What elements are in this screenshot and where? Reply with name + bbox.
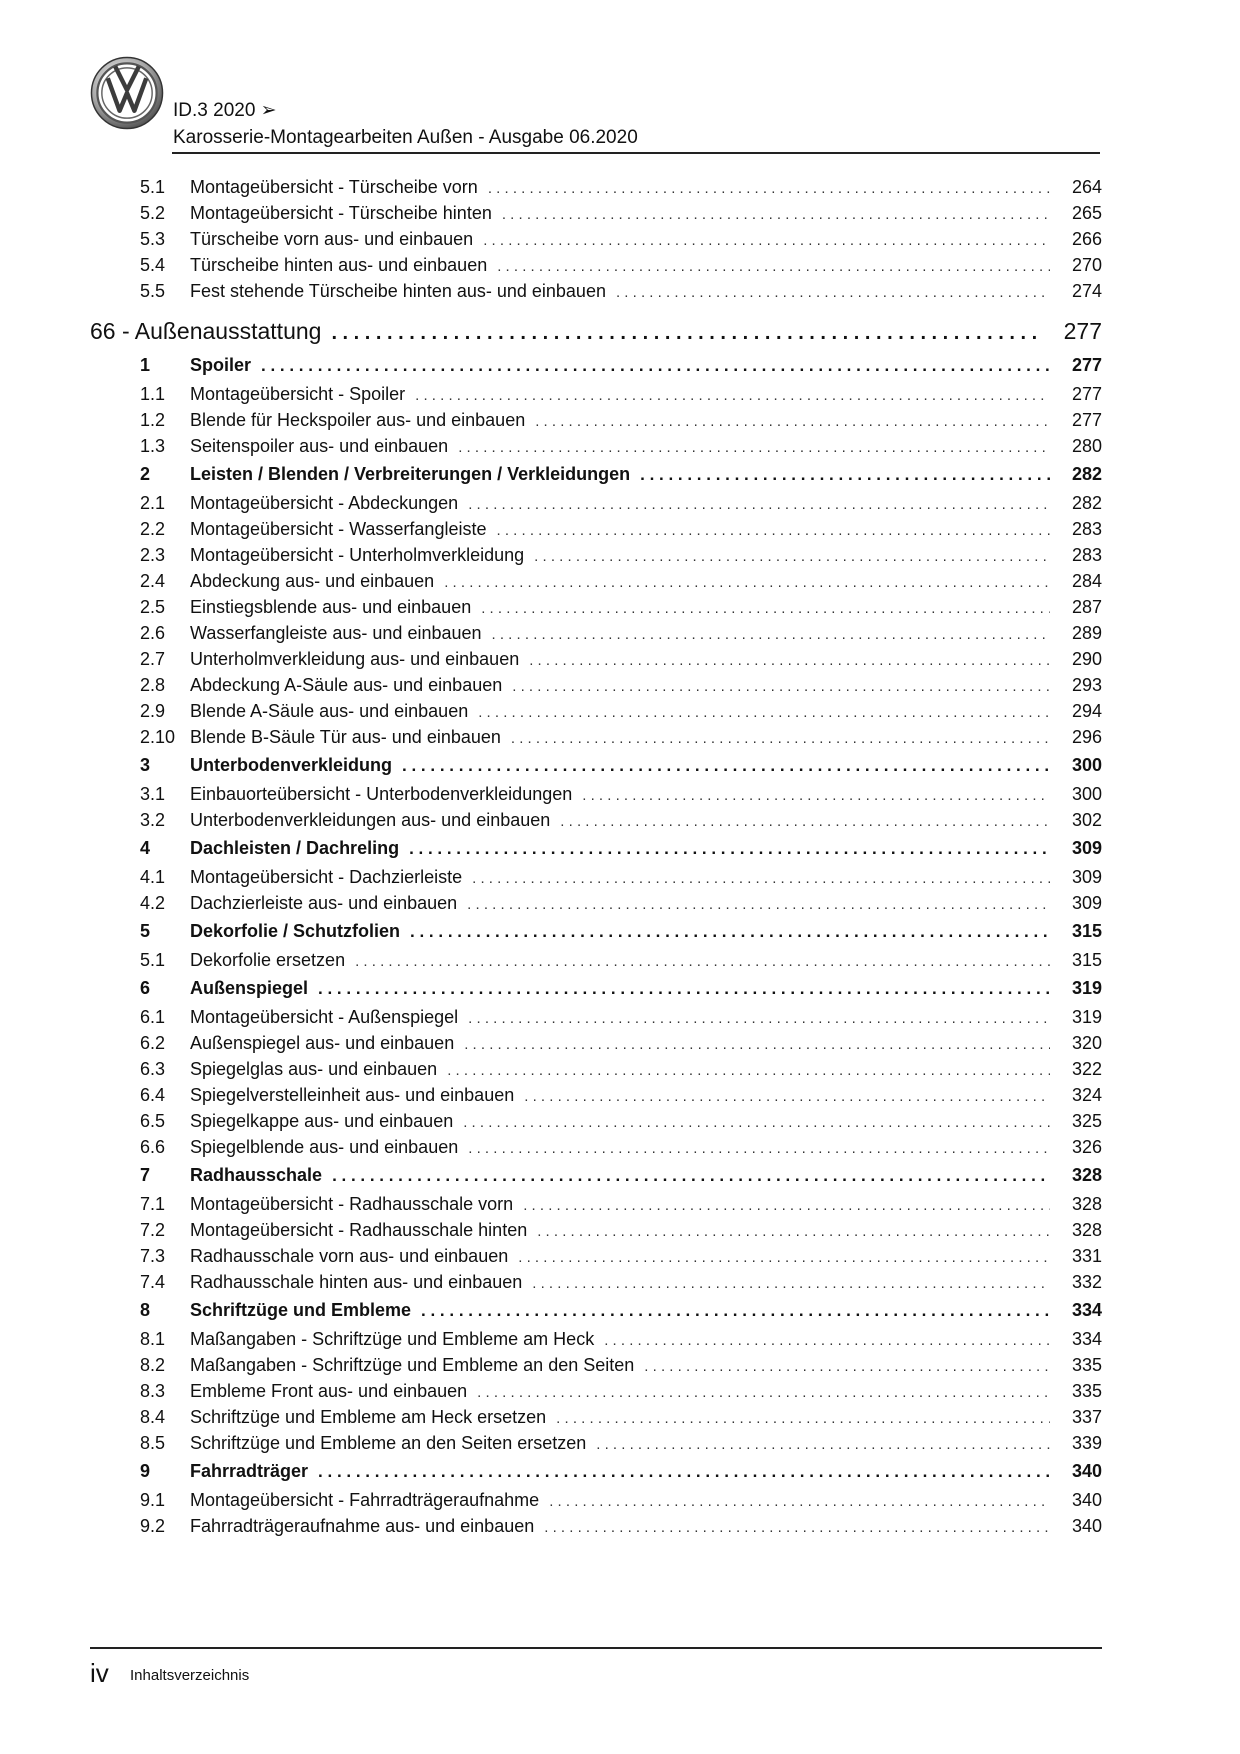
toc-item[interactable] (90, 1487, 1102, 1513)
toc-title: Embleme Front aus- und einbauen (190, 1381, 468, 1401)
toc-item[interactable] (90, 620, 1102, 646)
toc-page-number: 290 (1071, 649, 1102, 669)
toc-page-number: 335 (1071, 1381, 1102, 1401)
dot-leader (560, 809, 1050, 835)
toc-page-number: 302 (1071, 810, 1102, 830)
toc-title: Blende A-Säule aus- und einbauen (190, 701, 469, 721)
toc-title: Montageübersicht - Türscheibe hinten (190, 203, 492, 223)
dot-leader (582, 783, 1050, 809)
toc-title: Abdeckung A-Säule aus- und einbauen (190, 675, 503, 695)
dot-leader (616, 280, 1050, 306)
toc-title: Montageübersicht - Radhausschale hinten (190, 1220, 528, 1240)
toc-title: Dekorfolie ersetzen (190, 950, 346, 970)
dot-leader (511, 726, 1050, 752)
toc-number: 6.1 (140, 1007, 166, 1027)
toc-item[interactable] (90, 807, 1102, 833)
dot-leader (410, 916, 1050, 947)
toc-number: 8.5 (140, 1433, 166, 1453)
toc-page-number: 319 (1071, 978, 1102, 998)
toc-page-number: 265 (1071, 203, 1102, 223)
dot-leader (483, 228, 1050, 254)
toc-item[interactable] (90, 568, 1102, 594)
toc-number: 7.4 (140, 1272, 166, 1292)
dot-leader (261, 350, 1050, 381)
toc-page-number: 335 (1071, 1355, 1102, 1375)
toc-page-number: 324 (1071, 1085, 1102, 1105)
toc-item[interactable] (90, 1108, 1102, 1134)
toc-number: 2.9 (140, 701, 166, 721)
toc-item[interactable] (90, 1378, 1102, 1404)
header-divider (172, 152, 1100, 154)
toc-item[interactable] (90, 1352, 1102, 1378)
toc-number: 5.1 (140, 950, 166, 970)
dot-leader (496, 518, 1050, 544)
toc-page-number: 325 (1071, 1111, 1102, 1131)
toc-page-number: 287 (1071, 597, 1102, 617)
toc-item[interactable] (90, 1269, 1102, 1295)
toc-page-number: 326 (1071, 1137, 1102, 1157)
toc-title: Montageübersicht - Unterholmverkleidung (190, 545, 525, 565)
dot-leader (535, 409, 1050, 435)
dot-leader (644, 1354, 1050, 1380)
toc-title: Maßangaben - Schriftzüge und Embleme an den Seiten (190, 1355, 635, 1375)
toc-page-number: 277 (1071, 355, 1102, 375)
dot-leader (640, 459, 1050, 490)
toc-title: Montageübersicht - Wasserfangleiste (190, 519, 487, 539)
dot-leader (477, 1380, 1050, 1406)
toc-page-number: 309 (1071, 893, 1102, 913)
toc-number: 7.1 (140, 1194, 166, 1214)
dot-leader (402, 750, 1050, 781)
toc-item[interactable] (90, 1513, 1102, 1539)
toc-page-number: 339 (1071, 1433, 1102, 1453)
toc-number: 2.7 (140, 649, 166, 669)
toc-title: Montageübersicht - Spoiler (190, 384, 406, 404)
toc-number: 1.2 (140, 410, 166, 430)
toc-number: 5.5 (140, 281, 166, 301)
toc-page-number: 294 (1071, 701, 1102, 721)
dot-leader (415, 383, 1050, 409)
toc-item[interactable] (90, 864, 1102, 890)
toc-title: Fest stehende Türscheibe hinten aus- und einbauen (190, 281, 606, 301)
toc-item[interactable] (90, 200, 1102, 226)
dot-leader (467, 892, 1050, 918)
toc-item[interactable] (90, 1056, 1102, 1082)
toc-title: Radhausschale (190, 1165, 323, 1185)
toc-page-number: 296 (1071, 727, 1102, 747)
toc-page-number: 300 (1071, 755, 1102, 775)
toc-number: 9.2 (140, 1516, 166, 1536)
toc-number: 7.2 (140, 1220, 166, 1240)
toc-page-number: 337 (1071, 1407, 1102, 1427)
toc-item[interactable] (90, 1134, 1102, 1160)
toc-item[interactable] (90, 1243, 1102, 1269)
toc-number: 3.2 (140, 810, 166, 830)
toc-number: 7.3 (140, 1246, 166, 1266)
toc-number: 4.2 (140, 893, 166, 913)
toc-title: Türscheibe vorn aus- und einbauen (190, 229, 474, 249)
toc-page-number: 277 (1071, 384, 1102, 404)
dot-leader (529, 648, 1050, 674)
toc-page-number: 334 (1071, 1329, 1102, 1349)
toc-item[interactable] (90, 724, 1102, 750)
toc-item[interactable] (90, 646, 1102, 672)
toc-number: 2.2 (140, 519, 166, 539)
toc-page-number: 282 (1071, 493, 1102, 513)
toc-number: 2.6 (140, 623, 166, 643)
toc-page-number: 283 (1071, 545, 1102, 565)
dot-leader (534, 544, 1050, 570)
dot-leader (444, 570, 1050, 596)
toc-section[interactable] (90, 459, 1102, 490)
toc-number: 8.4 (140, 1407, 166, 1427)
toc-item[interactable] (90, 890, 1102, 916)
manual-title: Karosserie-Montagearbeiten Außen - Ausgabe 06.2020 (173, 127, 638, 148)
toc-item[interactable] (90, 781, 1102, 807)
toc-page-number: 270 (1071, 255, 1102, 275)
dot-leader (458, 435, 1050, 461)
toc-title: Außenspiegel aus- und einbauen (190, 1033, 455, 1053)
toc-section[interactable] (90, 1160, 1102, 1191)
toc-number: 6.4 (140, 1085, 166, 1105)
toc-title: Blende für Heckspoiler aus- und einbauen (190, 410, 526, 430)
dot-leader (472, 866, 1050, 892)
toc-number: 6 (140, 978, 151, 998)
toc-page-number: 328 (1071, 1220, 1102, 1240)
dot-leader (556, 1406, 1050, 1432)
toc-item[interactable] (90, 1030, 1102, 1056)
toc-title: Schriftzüge und Embleme am Heck ersetzen (190, 1407, 547, 1427)
toc-title: Dachleisten / Dachreling (190, 838, 400, 858)
dot-leader (355, 949, 1050, 975)
toc-title: Montageübersicht - Radhausschale vorn (190, 1194, 514, 1214)
dot-leader (524, 1084, 1050, 1110)
toc-page-number: 340 (1071, 1490, 1102, 1510)
toc-item[interactable] (90, 542, 1102, 568)
dot-leader (463, 1110, 1050, 1136)
toc-number: 6.2 (140, 1033, 166, 1053)
toc-page-number: 266 (1071, 229, 1102, 249)
toc-number: 8.2 (140, 1355, 166, 1375)
dot-leader (549, 1489, 1050, 1515)
toc-title: Maßangaben - Schriftzüge und Embleme am Heck (190, 1329, 595, 1349)
toc-title: Seitenspoiler aus- und einbauen (190, 436, 449, 456)
toc-number: 6.3 (140, 1059, 166, 1079)
toc-number: 4.1 (140, 867, 166, 887)
toc-page-number: 274 (1071, 281, 1102, 301)
toc-item[interactable] (90, 174, 1102, 200)
toc-title: Spiegelglas aus- und einbauen (190, 1059, 438, 1079)
toc-page-number: 309 (1071, 838, 1102, 858)
toc-item[interactable] (90, 1004, 1102, 1030)
toc-title: Einbauorteübersicht - Unterbodenverkleidungen (190, 784, 573, 804)
dot-leader (318, 1456, 1050, 1487)
toc-number: 9 (140, 1461, 151, 1481)
dot-leader (318, 973, 1050, 1004)
toc-title: Außenspiegel (190, 978, 309, 998)
toc-title: Spiegelblende aus- und einbauen (190, 1137, 459, 1157)
toc-title: Fahrradträgeraufnahme aus- und einbauen (190, 1516, 535, 1536)
toc-number: 5.2 (140, 203, 166, 223)
toc-page-number: 319 (1071, 1007, 1102, 1027)
toc-title: Blende B-Säule Tür aus- und einbauen (190, 727, 501, 747)
toc-page-number: 334 (1071, 1300, 1102, 1320)
toc-page-number: 328 (1071, 1194, 1102, 1214)
toc-page-number: 340 (1071, 1516, 1102, 1536)
toc-page-number: 284 (1071, 571, 1102, 591)
dot-leader (544, 1515, 1050, 1541)
toc-number: 2.8 (140, 675, 166, 695)
toc-page-number: 300 (1071, 784, 1102, 804)
dot-leader (331, 316, 1042, 350)
toc-item[interactable] (90, 226, 1102, 252)
toc-number: 2 (140, 464, 151, 484)
toc-section[interactable] (90, 916, 1102, 947)
vehicle-model: ID.3 2020 ➢ (173, 100, 277, 121)
toc-page-number: 293 (1071, 675, 1102, 695)
toc-item[interactable] (90, 1430, 1102, 1456)
toc-number: 2.5 (140, 597, 166, 617)
dot-leader (478, 700, 1050, 726)
toc-title: Spiegelverstelleinheit aus- und einbauen (190, 1085, 515, 1105)
toc-number: 7 (140, 1165, 151, 1185)
toc-number: 2.3 (140, 545, 166, 565)
toc-section[interactable] (90, 1456, 1102, 1487)
toc-page-number: 320 (1071, 1033, 1102, 1053)
dot-leader (532, 1271, 1050, 1297)
toc-page-number: 264 (1071, 177, 1102, 197)
toc-number: 5.1 (140, 177, 166, 197)
toc-section[interactable] (90, 750, 1102, 781)
toc-title: Wasserfangleiste aus- und einbauen (190, 623, 482, 643)
toc-section[interactable] (90, 1295, 1102, 1326)
toc-title: Abdeckung aus- und einbauen (190, 571, 435, 591)
toc-number: 4 (140, 838, 151, 858)
toc-page-number: 289 (1071, 623, 1102, 643)
toc-title: Dachzierleiste aus- und einbauen (190, 893, 458, 913)
toc-number: 3 (140, 755, 151, 775)
toc-item[interactable] (90, 1326, 1102, 1352)
dot-leader (468, 492, 1050, 518)
toc-page-number: 283 (1071, 519, 1102, 539)
toc-title: Spoiler (190, 355, 252, 375)
toc-title: Montageübersicht - Dachzierleiste (190, 867, 463, 887)
toc-page-number: 322 (1071, 1059, 1102, 1079)
toc-title: Radhausschale hinten aus- und einbauen (190, 1272, 523, 1292)
toc-page-number: 340 (1071, 1461, 1102, 1481)
toc-page-number: 332 (1071, 1272, 1102, 1292)
toc-number: 9.1 (140, 1490, 166, 1510)
toc-item[interactable] (90, 1082, 1102, 1108)
toc-number: 2.4 (140, 571, 166, 591)
toc-title: Unterbodenverkleidung (190, 755, 393, 775)
toc-title: Dekorfolie / Schutzfolien (190, 921, 401, 941)
toc-number: 3.1 (140, 784, 166, 804)
toc-title: Einstiegsblende aus- und einbauen (190, 597, 472, 617)
dot-leader (468, 1136, 1050, 1162)
toc-number: 1.1 (140, 384, 166, 404)
toc-title: Unterholmverkleidung aus- und einbauen (190, 649, 520, 669)
dot-leader (537, 1219, 1050, 1245)
dot-leader (421, 1295, 1050, 1326)
dot-leader (488, 176, 1050, 202)
toc-item[interactable] (90, 698, 1102, 724)
dot-leader (332, 1160, 1050, 1191)
toc-item[interactable] (90, 672, 1102, 698)
toc-number: 2.1 (140, 493, 166, 513)
toc-title: Fahrradträger (190, 1461, 309, 1481)
toc-item[interactable] (90, 407, 1102, 433)
toc-number: 8.1 (140, 1329, 166, 1349)
toc-page-number: 331 (1071, 1246, 1102, 1266)
toc-title: Schriftzüge und Embleme an den Seiten ersetzen (190, 1433, 587, 1453)
toc-title: Montageübersicht - Abdeckungen (190, 493, 459, 513)
toc-item[interactable] (90, 1217, 1102, 1243)
toc-title: Montageübersicht - Außenspiegel (190, 1007, 459, 1027)
toc-title: Montageübersicht - Türscheibe vorn (190, 177, 478, 197)
toc-title: 66 - Außenausstattung (90, 318, 322, 344)
toc-number: 2.10 (140, 727, 176, 747)
toc-title: Unterbodenverkleidungen aus- und einbauen (190, 810, 551, 830)
toc-title: Leisten / Blenden / Verbreiterungen / Verkleidungen (190, 464, 631, 484)
dot-leader (492, 622, 1050, 648)
toc-number: 5.4 (140, 255, 166, 275)
toc-title: Türscheibe hinten aus- und einbauen (190, 255, 488, 275)
toc-number: 1 (140, 355, 151, 375)
dot-leader (497, 254, 1050, 280)
toc-page-number: 315 (1071, 921, 1102, 941)
dot-leader (502, 202, 1050, 228)
dot-leader (596, 1432, 1050, 1458)
toc-item[interactable] (90, 1191, 1102, 1217)
toc-page-number: 277 (1071, 410, 1102, 430)
footer-divider (90, 1647, 1102, 1649)
toc-page-number: 277 (1063, 318, 1102, 344)
dot-leader (464, 1032, 1050, 1058)
toc-number: 6.6 (140, 1137, 166, 1157)
toc-page-number: 328 (1071, 1165, 1102, 1185)
toc-item[interactable] (90, 594, 1102, 620)
toc-number: 8 (140, 1300, 151, 1320)
dot-leader (518, 1245, 1050, 1271)
toc-item[interactable] (90, 490, 1102, 516)
toc-item[interactable] (90, 1404, 1102, 1430)
toc-title: Schriftzüge und Embleme (190, 1300, 412, 1320)
toc-item[interactable] (90, 381, 1102, 407)
table-of-contents (90, 174, 1102, 1539)
vw-logo-icon (90, 56, 164, 130)
toc-item[interactable] (90, 278, 1102, 304)
dot-leader (512, 674, 1050, 700)
dot-leader (447, 1058, 1050, 1084)
toc-title: Montageübersicht - Fahrradträgeraufnahme (190, 1490, 540, 1510)
dot-leader (481, 596, 1050, 622)
toc-page-number: 280 (1071, 436, 1102, 456)
toc-number: 5.3 (140, 229, 166, 249)
toc-section[interactable] (90, 350, 1102, 381)
toc-item[interactable] (90, 433, 1102, 459)
toc-section[interactable] (90, 973, 1102, 1004)
toc-number: 1.3 (140, 436, 166, 456)
toc-page-number: 315 (1071, 950, 1102, 970)
dot-leader (409, 833, 1050, 864)
toc-number: 5 (140, 921, 151, 941)
toc-title: Radhausschale vorn aus- und einbauen (190, 1246, 509, 1266)
page-header (90, 56, 1100, 152)
toc-section[interactable] (90, 833, 1102, 864)
dot-leader (604, 1328, 1050, 1354)
dot-leader (468, 1006, 1050, 1032)
toc-chapter[interactable] (90, 314, 1102, 348)
footer-label: Inhaltsverzeichnis (130, 1667, 250, 1684)
toc-page-number: 282 (1071, 464, 1102, 484)
toc-item[interactable] (90, 516, 1102, 542)
toc-item[interactable] (90, 947, 1102, 973)
toc-number: 6.5 (140, 1111, 166, 1131)
toc-title: Spiegelkappe aus- und einbauen (190, 1111, 454, 1131)
toc-item[interactable] (90, 252, 1102, 278)
toc-number: 8.3 (140, 1381, 166, 1401)
footer-page-number: iv (90, 1658, 109, 1688)
toc-page-number: 309 (1071, 867, 1102, 887)
dot-leader (523, 1193, 1050, 1219)
